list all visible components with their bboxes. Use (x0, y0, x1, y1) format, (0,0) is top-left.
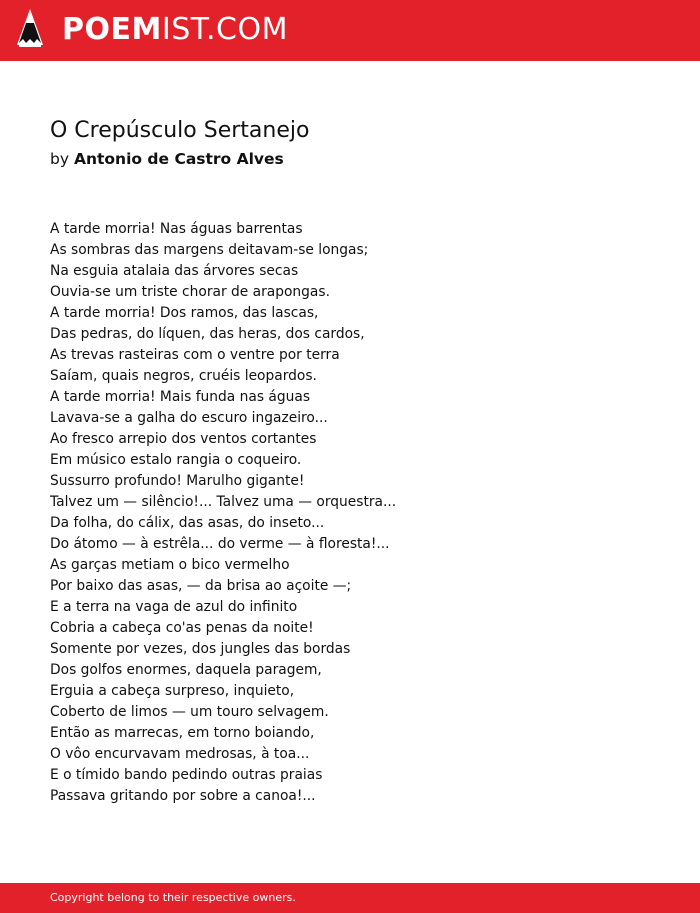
poem-line: Coberto de limos — um touro selvagem. (50, 704, 329, 720)
site-header (0, 0, 700, 61)
logo-bold-text: POEM (62, 12, 162, 47)
poem-line: Então as marrecas, em torno boiando, (50, 725, 315, 741)
poem-line: Ao fresco arrepio dos ventos cortantes (50, 431, 317, 447)
poem-line: Em músico estalo rangia o coqueiro. (50, 452, 302, 468)
poem-line: A tarde morria! Mais funda nas águas (50, 389, 311, 405)
logo-thin-text: IST.COM (161, 12, 288, 47)
poem-line: A tarde morria! Nas águas barrentas (50, 221, 303, 237)
pencil-tip-icon[interactable] (17, 9, 43, 52)
by-label: by (50, 150, 70, 168)
poem-line: Passava gritando por sobre a canoa!... (50, 788, 316, 804)
poem-line: O vôo encurvavam medrosas, à toa... (50, 746, 310, 762)
poem-line: Lavava-se a galha do escuro ingazeiro... (50, 410, 328, 426)
poem-line: E a terra na vaga de azul do infinito (50, 599, 298, 615)
poem-title: O Crepúsculo Sertanejo (50, 118, 310, 143)
poem-line: Na esguia atalaia das árvores secas (50, 263, 299, 279)
poem-line: A tarde morria! Dos ramos, das lascas, (50, 305, 319, 321)
poem-line: Talvez um — silêncio!... Talvez uma — orquestra... (50, 494, 397, 510)
poem-line: Do átomo — à estrêla... do verme — à floresta!... (50, 536, 390, 552)
poem-line: E o tímido bando pedindo outras praias (50, 767, 323, 783)
poem-line: Das pedras, do líquen, das heras, dos cardos, (50, 326, 365, 342)
poem-line: Ouvia-se um triste chorar de arapongas. (50, 284, 330, 300)
poem-line: Dos golfos enormes, daquela paragem, (50, 662, 322, 678)
poem-byline (50, 148, 284, 170)
poem-line: As trevas rasteiras com o ventre por terra (50, 347, 340, 363)
poem-line: As sombras das margens deitavam-se longas; (50, 242, 369, 258)
site-footer (0, 883, 700, 913)
poem-line: Saíam, quais negros, cruéis leopardos. (50, 368, 317, 384)
poem-line: Sussurro profundo! Marulho gigante! (50, 473, 305, 489)
copyright-text: Copyright belong to their respective owners. (50, 891, 296, 904)
poem-author: Antonio de Castro Alves (73, 150, 284, 168)
poem-line: Da folha, do cálix, das asas, do inseto... (50, 515, 325, 531)
poem-line: As garças metiam o bico vermelho (50, 557, 290, 573)
poem-body (50, 219, 670, 807)
poem-line: Cobria a cabeça co'as penas da noite! (50, 620, 314, 636)
poem-line: Erguia a cabeça surpreso, inquieto, (50, 683, 295, 699)
site-logo[interactable] (62, 12, 288, 48)
poem-line: Por baixo das asas, — da brisa ao açoite —; (50, 578, 352, 594)
poem-line: Somente por vezes, dos jungles das bordas (50, 641, 351, 657)
